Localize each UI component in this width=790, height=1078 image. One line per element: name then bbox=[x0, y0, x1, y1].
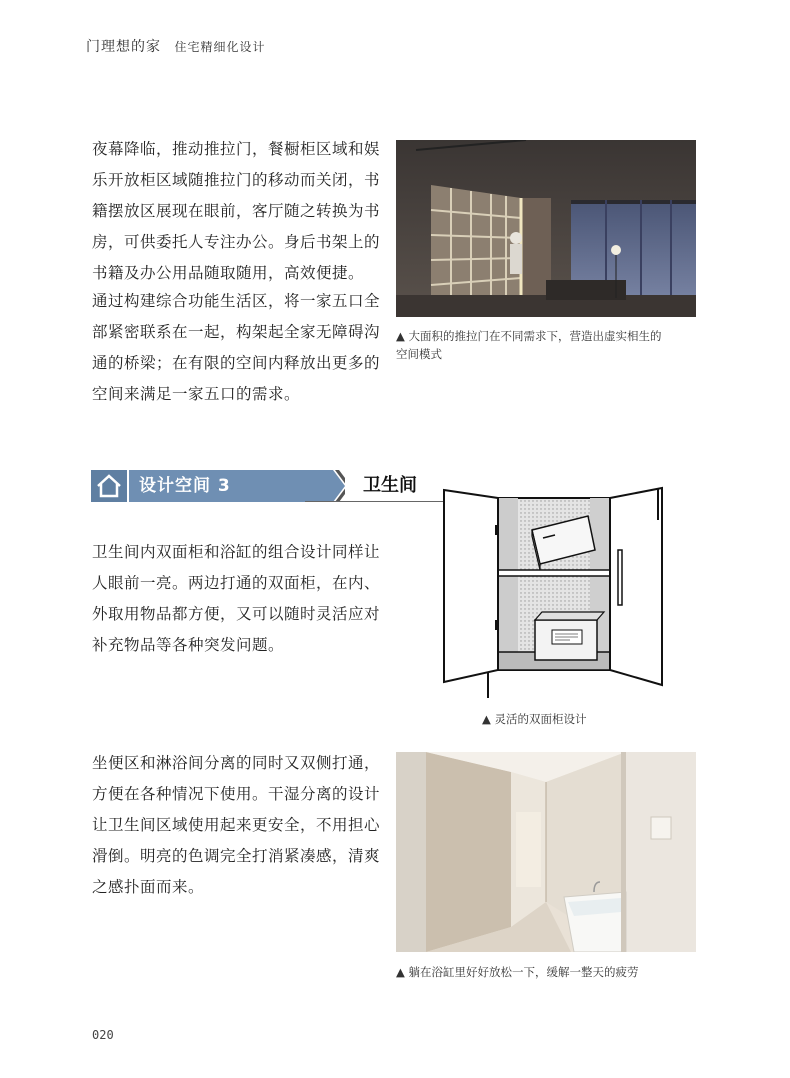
text-line: 坐便区和淋浴间分离的同时又双侧打通， bbox=[92, 754, 381, 772]
text-line: 让卫生间区域使用起来更安全，不用担心 bbox=[92, 816, 381, 834]
page-number: 020 bbox=[92, 1028, 114, 1042]
text-line: 夜幕降临，推动推拉门，餐橱柜区域和娱 bbox=[92, 140, 381, 158]
bathroom-photo bbox=[396, 752, 696, 952]
text-line: 方便在各种情况下使用。干湿分离的设计 bbox=[92, 785, 381, 803]
paragraph-living-room-1 bbox=[92, 134, 382, 289]
text-line: 空间来满足一家五口的需求。 bbox=[92, 385, 301, 403]
paragraph-bathroom-2 bbox=[92, 748, 382, 903]
heading-divider-icon bbox=[305, 470, 345, 502]
running-header bbox=[86, 36, 265, 56]
caption-cabinet: ▲ 灵活的双面柜设计 bbox=[482, 712, 587, 726]
heading-underline bbox=[305, 501, 443, 502]
double-sided-cabinet-illustration bbox=[440, 480, 665, 700]
book-title: 门理想的家 bbox=[86, 39, 161, 55]
section-label: 设计空间 3 bbox=[129, 470, 305, 502]
text-line: 书籍及办公用品随取随用，高效便捷。 bbox=[92, 264, 365, 282]
text-line: 通过构建综合功能生活区，将一家五口全 bbox=[92, 292, 381, 310]
text-line: 人眼前一亮。两边打通的双面柜，在内、 bbox=[92, 574, 381, 592]
text-line: 滑倒。明亮的色调完全打消紧凑感，清爽 bbox=[92, 847, 381, 865]
text-line: 房，可供委托人专注办公。身后书架上的 bbox=[92, 233, 381, 251]
text-line: 之感扑面而来。 bbox=[92, 878, 205, 896]
caption-line: ▲ 大面积的推拉门在不同需求下，营造出虚实相生的 bbox=[396, 329, 662, 343]
paragraph-living-room-2 bbox=[92, 286, 382, 410]
house-icon bbox=[91, 470, 127, 502]
text-line: 乐开放柜区域随推拉门的移动而关闭，书 bbox=[92, 171, 381, 189]
text-line: 部紧密联系在一起，构架起全家无障碍沟 bbox=[92, 323, 381, 341]
text-line: 籍摆放区展现在眼前，客厅随之转换为书 bbox=[92, 202, 381, 220]
text-line: 通的桥梁；在有限的空间内释放出更多的 bbox=[92, 354, 381, 372]
study-room-photo bbox=[396, 140, 696, 317]
section-title: 卫生间 bbox=[363, 475, 417, 496]
book-subtitle: 住宅精细化设计 bbox=[174, 40, 266, 54]
caption-line: 空间模式 bbox=[396, 347, 442, 361]
text-line: 补充物品等各种突发问题。 bbox=[92, 636, 285, 654]
paragraph-bathroom-1 bbox=[92, 537, 382, 661]
text-line: 卫生间内双面柜和浴缸的组合设计同样让 bbox=[92, 543, 381, 561]
caption-study-photo bbox=[396, 327, 706, 363]
text-line: 外取用物品都方便，又可以随时灵活应对 bbox=[92, 605, 381, 623]
section-heading bbox=[91, 470, 417, 502]
caption-bathroom: ▲ 躺在浴缸里好好放松一下，缓解一整天的疲劳 bbox=[396, 965, 639, 979]
